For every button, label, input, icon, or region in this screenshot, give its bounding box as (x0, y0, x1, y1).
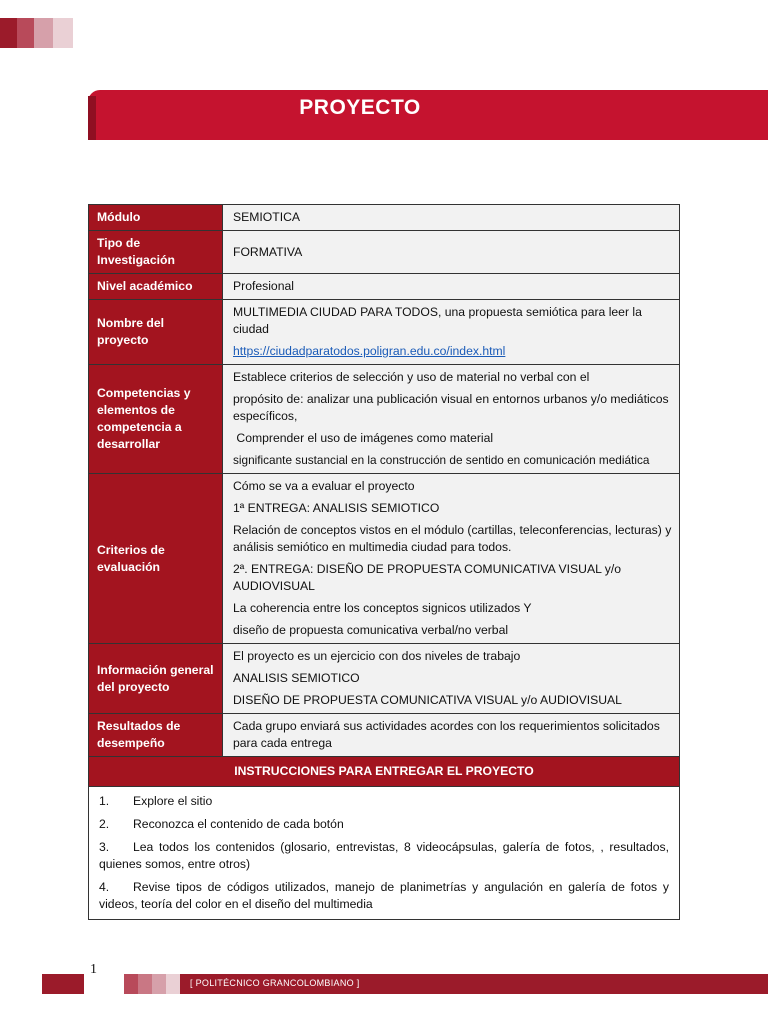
table-row (89, 231, 680, 274)
step-text: Lea todos los contenidos (glosario, entrevistas, 8 videocápsulas, galería de fotos, , resultados, quienes somos, entre otros) (99, 840, 669, 871)
page-title: PROYECTO (299, 96, 421, 119)
step-number: 2. (99, 817, 110, 831)
criterios-line: 2ª. ENTREGA: DISEÑO DE PROPUESTA COMUNICATIVA VISUAL y/o AUDIOVISUAL (233, 562, 622, 593)
list-item (99, 816, 679, 833)
criterios-line: Relación de conceptos vistos en el módulo (cartillas, teleconferencias, lecturas) y análisis semiótico en multimedia ciudad para todos. (233, 523, 672, 554)
row-value-tipo: FORMATIVA (223, 231, 680, 274)
row-value-resultados: Cada grupo enviará sus actividades acordes con los requerimientos solicitados para cada entrega (223, 714, 680, 757)
footer-square (138, 974, 152, 994)
row-label-competencias: Competencias y elementos de competencia a desarrollar (89, 365, 223, 474)
footer-square (166, 974, 180, 994)
step-number: 3. (99, 840, 110, 854)
list-item (99, 839, 679, 873)
competencias-line: Comprender el uso de imágenes como material (233, 431, 494, 445)
instructions-list (89, 787, 680, 920)
project-name-text: MULTIMEDIA CIUDAD PARA TODOS, una propuesta semiótica para leer la ciudad (233, 305, 642, 336)
instructions-heading: INSTRUCCIONES PARA ENTREGAR EL PROYECTO (89, 757, 680, 787)
row-label-resultados: Resultados de desempeño (89, 714, 223, 757)
competencias-line: Establece criterios de selección y uso de material no verbal con el (233, 370, 590, 384)
info-line: DISEÑO DE PROPUESTA COMUNICATIVA VISUAL y/o AUDIOVISUAL (233, 693, 622, 707)
criterios-line: La coherencia entre los conceptos signicos utilizados Y (233, 601, 532, 615)
table-row (89, 757, 680, 787)
info-line: ANALISIS SEMIOTICO (233, 671, 360, 685)
footer-square (124, 974, 138, 994)
footer-block (42, 974, 84, 994)
row-label-info: Información general del proyecto (89, 644, 223, 714)
step-text: Reconozca el contenido de cada botón (133, 817, 344, 831)
row-label-nivel: Nivel académico (89, 274, 223, 300)
table-row (89, 365, 680, 474)
competencias-line: propósito de: analizar una publicación visual en entornos urbanos y/o mediáticos específicos, (233, 392, 669, 423)
row-value-nivel: Profesional (223, 274, 680, 300)
table-row (89, 714, 680, 757)
project-link[interactable]: https://ciudadparatodos.poligran.edu.co/index.html (233, 344, 506, 358)
table-row (89, 274, 680, 300)
info-line: El proyecto es un ejercicio con dos niveles de trabajo (233, 649, 521, 663)
footer-brand: [ POLITÉCNICO GRANCOLOMBIANO ] (190, 978, 360, 988)
logo-square-4 (53, 18, 73, 48)
table-row (89, 300, 680, 365)
competencias-line: significante sustancial en la construcción de sentido en comunicación mediática (233, 453, 650, 467)
row-value-modulo: SEMIOTICA (223, 205, 680, 231)
project-table (88, 204, 680, 920)
logo-square-3 (34, 18, 53, 48)
step-text: Explore el sitio (133, 794, 213, 808)
table-row (89, 474, 680, 644)
criterios-line: 1ª ENTREGA: ANALISIS SEMIOTICO (233, 501, 440, 515)
row-label-modulo: Módulo (89, 205, 223, 231)
criterios-line: diseño de propuesta comunicativa verbal/no verbal (233, 623, 509, 637)
banner-notch (88, 96, 96, 140)
row-value-info (223, 644, 680, 714)
step-number: 4. (99, 880, 110, 894)
list-item (99, 793, 679, 810)
footer-square (152, 974, 166, 994)
page-number: 1 (90, 962, 97, 977)
list-item (99, 879, 679, 913)
table-row (89, 644, 680, 714)
table-row (89, 787, 680, 920)
row-label-nombre: Nombre del proyecto (89, 300, 223, 365)
step-number: 1. (99, 794, 110, 808)
row-value-competencias (223, 365, 680, 474)
row-label-criterios: Criterios de evaluación (89, 474, 223, 644)
criterios-line: Cómo se va a evaluar el proyecto (233, 479, 415, 493)
row-label-tipo: Tipo de Investigación (89, 231, 223, 274)
table-row (89, 205, 680, 231)
row-value-nombre (223, 300, 680, 365)
logo-square-2 (17, 18, 34, 48)
logo-square-1 (0, 18, 17, 48)
row-value-criterios (223, 474, 680, 644)
step-text: Revise tipos de códigos utilizados, manejo de planimetrías y angulación en galería de fotos y videos, teoría del color en el diseño del multimedia (99, 880, 669, 911)
